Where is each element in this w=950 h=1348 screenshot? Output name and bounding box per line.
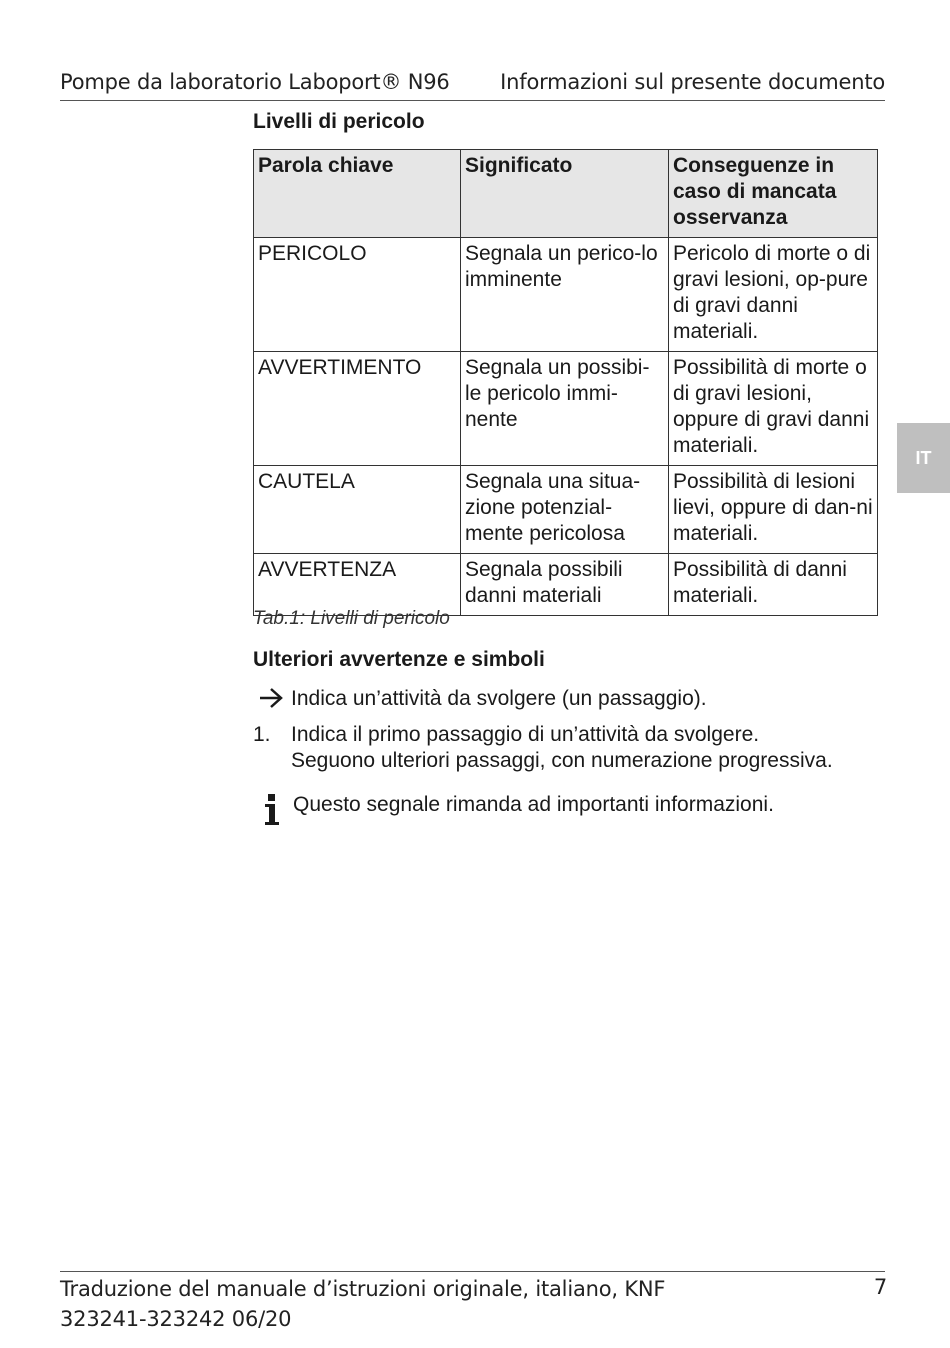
numbered-step-line-1: Indica il primo passaggio di un’attività da svolgere. (291, 723, 760, 746)
footer-divider (60, 1271, 885, 1272)
footer-line-1: Traduzione del manuale d’istruzioni originale, italiano, KNF (60, 1277, 666, 1301)
table-cell: PERICOLO (254, 238, 461, 352)
footer-line-2: 323241-323242 06/20 (60, 1307, 292, 1331)
section-title-hazard-levels: Livelli di pericolo (253, 110, 425, 133)
table-cell: Segnala possibili danni materiali (461, 554, 669, 616)
table-cell: CAUTELA (254, 466, 461, 554)
header-left-title: Pompe da laboratorio Laboport® N96 (60, 70, 450, 94)
section-title-symbols: Ulteriori avvertenze e simboli (253, 648, 545, 671)
table-row (254, 554, 878, 616)
info-icon (262, 793, 282, 827)
table-row (254, 238, 878, 352)
step-number: 1. (253, 723, 271, 746)
page-number: 7 (873, 1275, 887, 1299)
table-cell: Possibilità di morte o di gravi lesioni, oppure di gravi danni materiali. (669, 352, 878, 466)
table-row (254, 352, 878, 466)
column-header-consequences: Conseguenze in caso di mancata osservanza (669, 150, 878, 238)
table-cell: Segnala un perico-lo imminente (461, 238, 669, 352)
table-row (254, 466, 878, 554)
table-cell: Possibilità di danni materiali. (669, 554, 878, 616)
numbered-step-line-2: Seguono ulteriori passaggi, con numerazione progressiva. (291, 749, 833, 772)
info-note-text: Questo segnale rimanda ad importanti informazioni. (293, 793, 774, 816)
table-cell: Segnala un possibi-le pericolo immi-nente (461, 352, 669, 466)
table-cell: Segnala una situa-zione potenzial-mente pericolosa (461, 466, 669, 554)
column-header-keyword: Parola chiave (254, 150, 461, 238)
header-right-title: Informazioni sul presente documento (500, 70, 885, 94)
table-cell: AVVERTIMENTO (254, 352, 461, 466)
table-header-row (254, 150, 878, 238)
arrow-right-icon (258, 686, 284, 710)
action-step-text: Indica un’attività da svolgere (un passaggio). (291, 687, 707, 710)
column-header-meaning: Significato (461, 150, 669, 238)
table-cell: Possibilità di lesioni lievi, oppure di dan-ni materiali. (669, 466, 878, 554)
header-divider (60, 100, 885, 101)
table-caption: Tab.1: Livelli di pericolo (253, 608, 450, 629)
language-tab: IT (897, 423, 950, 493)
hazard-levels-table (253, 149, 878, 616)
table-cell: AVVERTENZA (254, 554, 461, 616)
table-cell: Pericolo di morte o di gravi lesioni, op-pure di gravi danni materiali. (669, 238, 878, 352)
